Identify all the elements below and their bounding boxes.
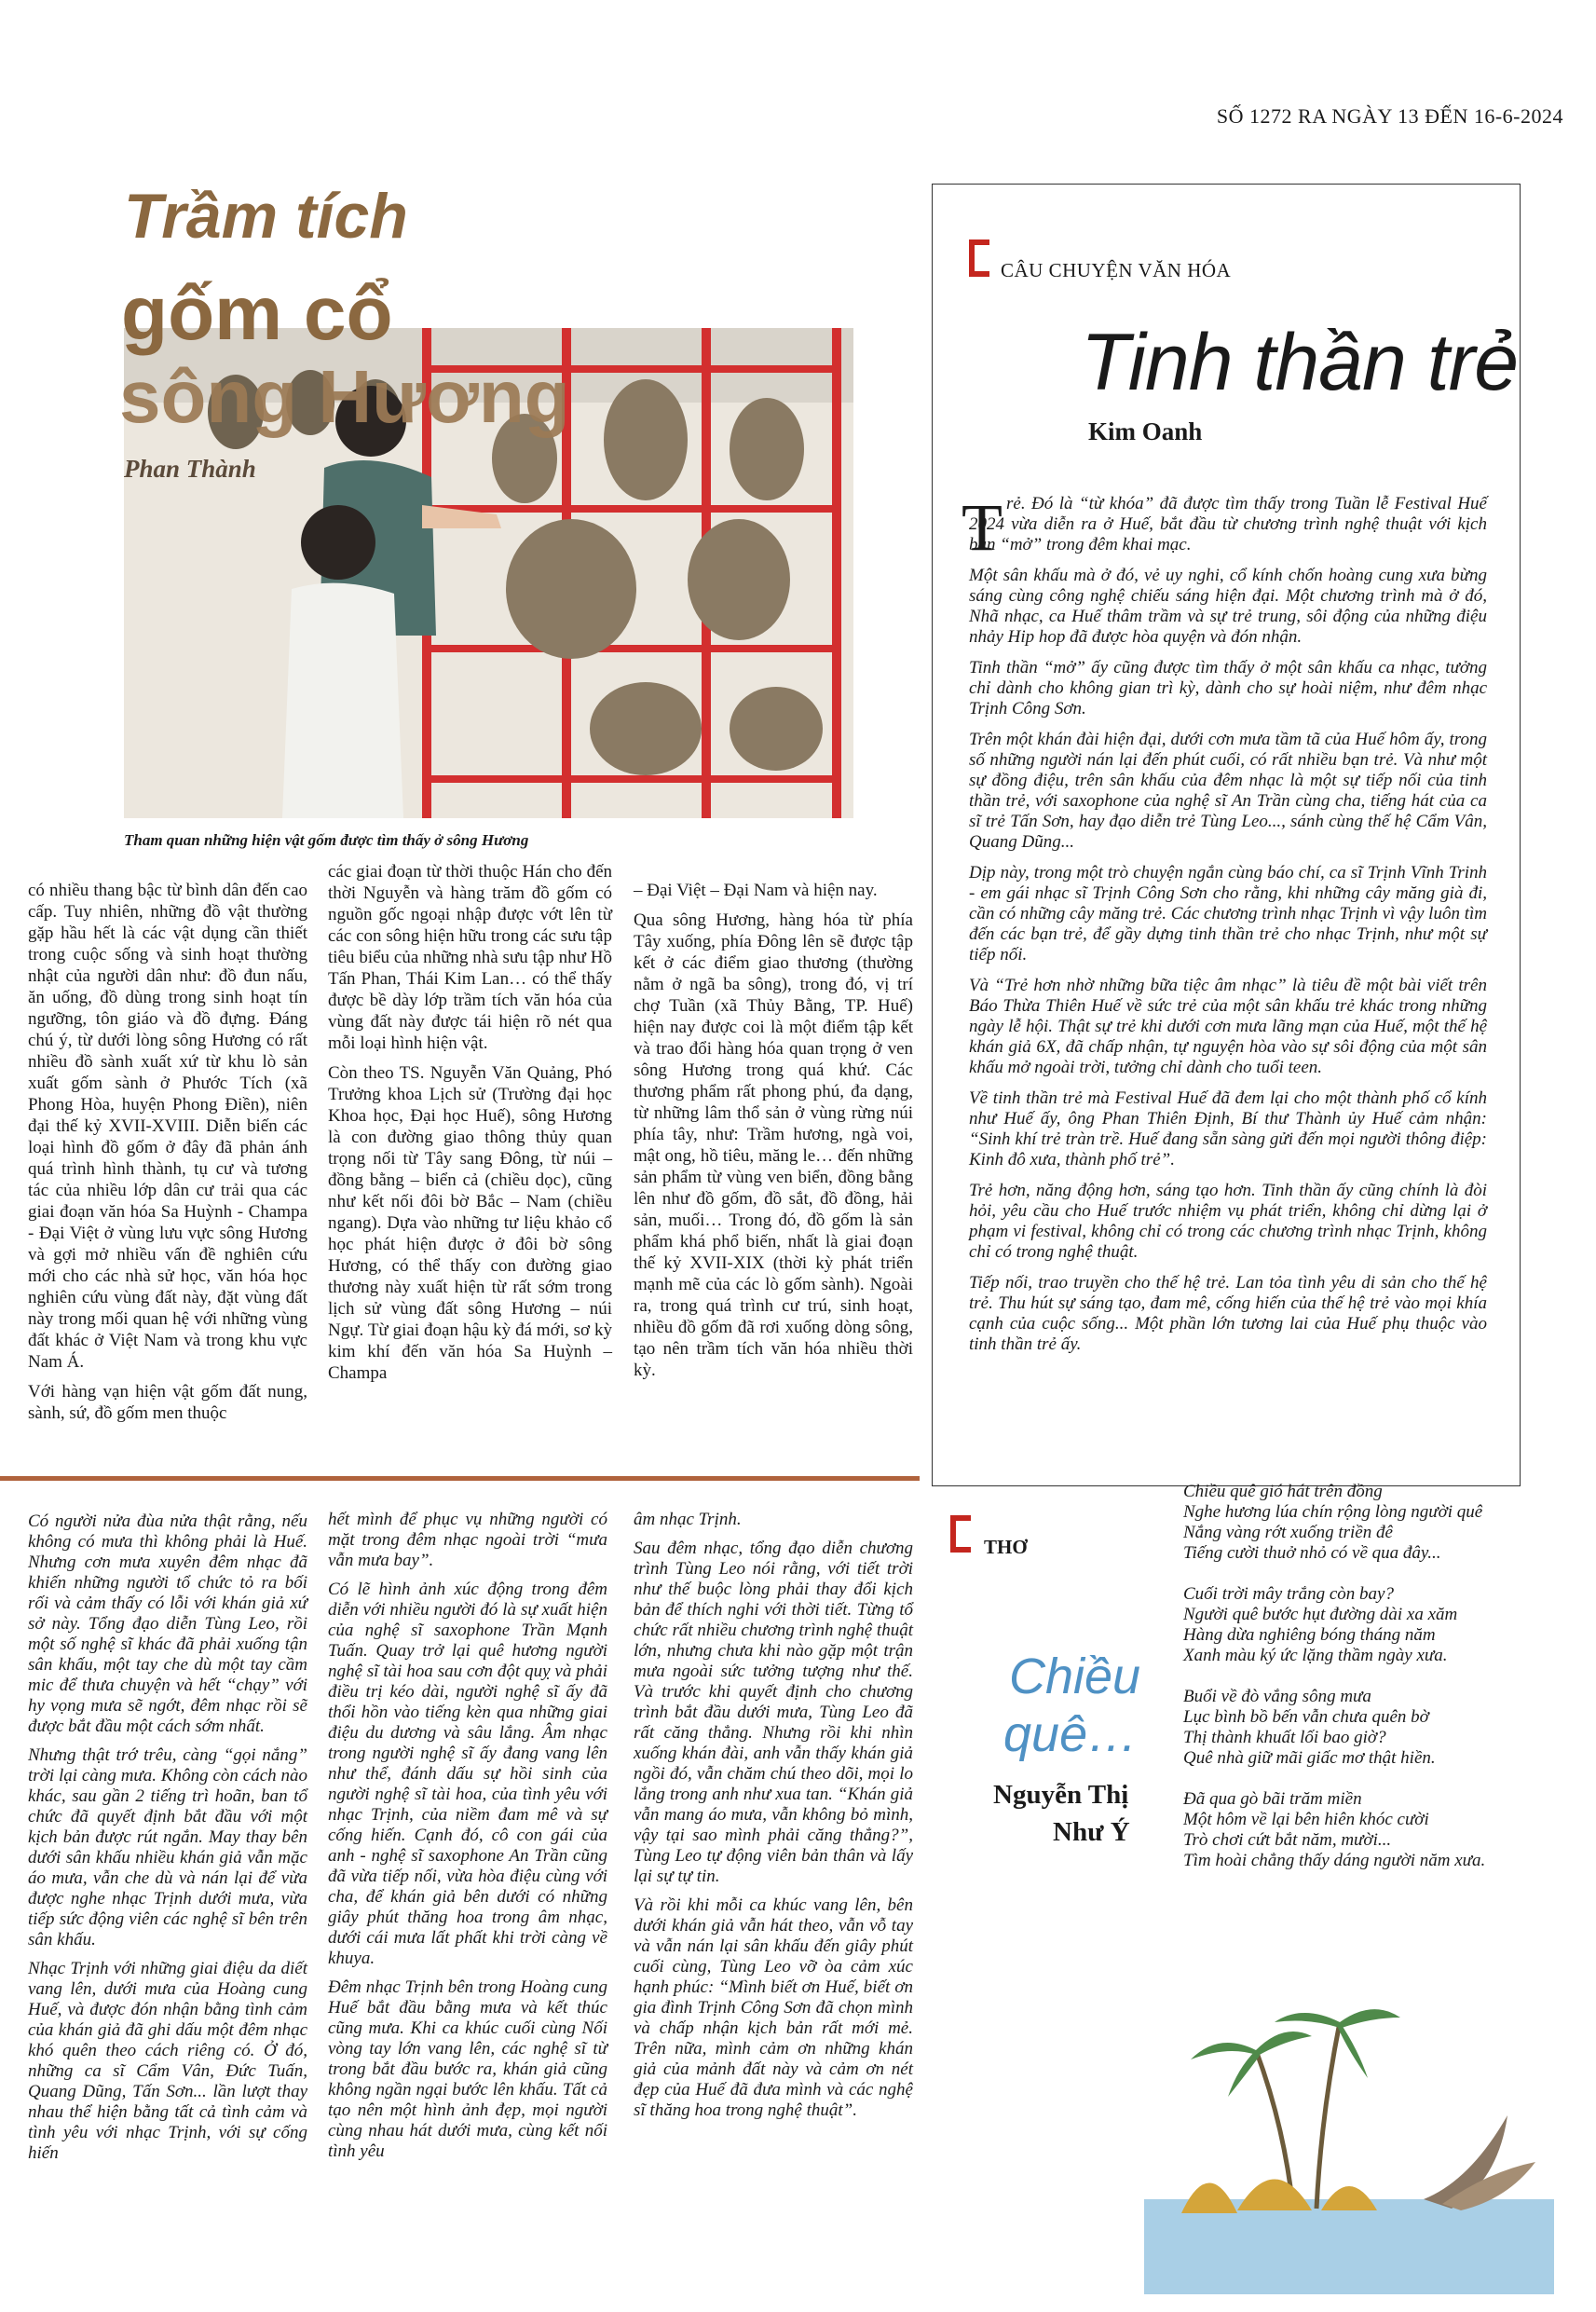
poem-title-line2: quê… — [1003, 1706, 1139, 1762]
paragraph: – Đại Việt – Đại Nam và hiện nay. — [634, 881, 878, 900]
section-divider — [0, 1476, 920, 1481]
feature-title-line3: sông Hương — [119, 355, 570, 438]
verse-line: Trò chơi cứt bắt năm, mười... — [1183, 1830, 1392, 1850]
paragraph: Qua sông Hương, hàng hóa từ phía Tây xuống, phía Đông lên sẽ được tập kết ở các điểm giao thương (thường nằm ở ngã ba sông), trong đó, vị trí chợ Tuần (xã Thủy Bằng, TP. Huế) hiện nay được coi là một điểm tập kết và trao đổi hàng hóa quan trọng ở ven sông Hương trong quá khứ. Các thương phẩm rất phong phú, đa dạng, từ những lâm thổ sản ở vùng rừng núi phía tây, như: Trầm hương, ngà voi, mật ong, hồ tiêu, măng le… đến những sản phẩm từ vùng ven biển, đồng bằng lên như đồ gốm, đồ sắt, đồ đồng, hải sản, muối… Trong đó, đồ gốm là sản phẩm khá phổ biến, nhất là giai đoạn thế kỷ XVII-XIX (thời kỳ phát triển mạnh mẽ của các lò gốm sành). Ngoài ra, trong quá trình cư trú, sinh hoạt, nhiều đồ gốm đã rơi xuống dòng sông, tạo nên trầm tích văn hóa nhiều thời kỳ. — [634, 910, 913, 1380]
paragraph: rẻ. Đó là “từ khóa” đã được tìm thấy trong Tuần lễ Festival Huế 2024 vừa diễn ra ở Huế, bắt đầu từ chương trình nghệ thuật với kịch bản “mở” trong đêm khai mạc. — [969, 494, 1487, 554]
paragraph: Và “Trẻ hơn nhờ những bữa tiệc âm nhạc” là tiêu đề một bài viết trên Báo Thừa Thiên Huế về sức trẻ của một sân khấu trẻ khác trong những ngày lễ hội. Thật sự trẻ khi dưới cơn mưa lãng mạn của Huế, một thế hệ khán giả 6X, đã chấp nhận, tự nguyện hòa vào sự sôi động của một sân khấu mở ngoài trời, tưởng chỉ dành cho tuổi teen. — [969, 976, 1487, 1077]
paragraph: âm nhạc Trịnh. — [634, 1510, 742, 1529]
paragraph: Còn theo TS. Nguyễn Văn Quảng, Phó Trưởng khoa Lịch sử (Trường đại học Khoa học, Đại học Huế), sông Hương là con đường giao thông thủy quan trọng nối từ Tây sang Đông, từ núi – đồng bằng – biển cả (chiều dọc), cũng như kết nối đôi bờ Bắc – Nam (chiều ngang). Dựa vào những tư liệu khảo cổ học phát hiện được ở đôi bờ sông Hương, có thể thấy con đường giao thương này xuất hiện từ rất sớm trong lịch sử vùng đất sông Hương – núi Ngự. Từ giai đoạn hậu kỳ đá mới, sơ kỳ kim khí đến văn hóa Sa Huỳnh – Champa — [328, 1063, 612, 1383]
paragraph: Đêm nhạc Trịnh bên trong Hoàng cung Huế bắt đầu bằng mưa và kết thúc cũng mưa. Khi ca khúc cuối cùng Nối vòng tay lớn vang lên, các nghệ sĩ từ trong bắt đầu bước ra, khán giả cũng không ngần ngại bước lên khấu. Tất cả tạo nên một hình ảnh đẹp, mọi người cùng nhau hát dưới mưa, cùng kết nối tình yêu — [328, 1977, 607, 2161]
feature-column-1 — [28, 880, 307, 1432]
poem-author-line2: Như Ý — [1053, 1817, 1130, 1847]
verse-line: Xanh màu ký ức lặng thầm ngày xưa. — [1183, 1646, 1448, 1665]
paragraph: Trẻ hơn, năng động hơn, sáng tạo hơn. Tinh thần ấy cũng chính là đòi hỏi, yêu cầu cho Huế trước nhiệm vụ phát triển, không chỉ dừng lại ở phạm vi festival, không chỉ có trong các chương trình nhạc Trịnh, không chỉ có trong nghệ thuật. — [969, 1181, 1487, 1262]
verse-line: Hàng dừa nghiêng bóng tháng năm — [1183, 1625, 1436, 1645]
stanza — [1183, 1482, 1556, 1564]
paragraph: Nhạc Trịnh với những giai điệu da diết vang lên, dưới mưa của Hoàng cung Huế, và được đón nhận bằng tình cảm của khán giả đã ghi dấu một đêm nhạc khó quên theo cách riêng có. Ở đó, những ca sĩ Cẩm Vân, Đức Tuấn, Quang Dũng, Tấn Sơn... lần lượt thay nhau thể hiện bằng tất cả tình cảm và tình yêu với nhạc Trịnh, với sự cống hiến — [28, 1959, 307, 2163]
verse-line: Tìm hoài chẳng thấy dáng người năm xưa. — [1183, 1851, 1486, 1870]
verse-line: Nắng vàng rớt xuống triền đê — [1183, 1523, 1393, 1542]
continued-column-2 — [328, 1510, 607, 2170]
poem-author-line1: Nguyễn Thị — [993, 1780, 1129, 1810]
verse-line: Tiếng cười thuở nhỏ có về qua đây... — [1183, 1543, 1441, 1563]
paragraph: Một sân khấu mà ở đó, vẻ uy nghi, cổ kính chốn hoàng cung xưa bừng sáng cùng công nghệ chiếu sáng hiện đại. Một chương trình mà ở đó, Nhã nhạc, ca Huế thâm trầm và sự trẻ trung, sôi động của những điệu nhảy Hip hop đã được hòa quyện và đón nhận. — [969, 566, 1487, 647]
verse-line: Lục bình bồ bến vẫn chưa quên bờ — [1183, 1707, 1429, 1727]
poem-title-line1: Chiều — [1009, 1648, 1141, 1704]
verse-line: Buổi về đò vắng sông mưa — [1183, 1687, 1371, 1706]
culture-title: Tinh thần trẻ — [1081, 318, 1519, 407]
paragraph: Có người nửa đùa nửa thật rằng, nếu không có mưa thì không phải là Huế. Nhưng cơn mưa xuyên đêm nhạc đã khiến những người tổ chức tỏ ra bối rối và cảm thấy có lỗi với khán giả xứ sở này. Tổng đạo diễn Tùng Leo, rồi một số nghệ sĩ khác đã phải xuống tận sân khấu, một tay che dù một tay cầm mic để thưa chuyện và hết “chạy” với hy vọng mưa sẽ ngớt, đêm nhạc rồi sẽ được bắt đầu một cách sớm nhất. — [28, 1512, 307, 1736]
paragraph: Có lẽ hình ảnh xúc động trong đêm diễn với nhiều người đó là sự xuất hiện của nghệ sĩ saxophone Trần Mạnh Tuấn. Quay trở lại quê hương người nghệ sĩ tài hoa sau cơn đột quỵ và phải điều trị kéo dài, người nghệ sĩ ấy đã thổi hồn vào tiếng kèn qua những giai điệu du dương và sâu lắng. Âm nhạc trong người nghệ sĩ ấy đang vang lên như thể, đánh dấu sự hồi sinh của người nghệ sĩ tài hoa, của tình yêu với nhạc Trịnh, của niềm đam mê và sự cống hiến. Cạnh đó, cô con gái của anh - nghệ sĩ saxophone An Trần cũng đã vừa tiếp nối, vừa hòa điệu cùng với cha, để khán giả bên dưới có những giây phút thăng hoa trong âm nhạc, dưới cái mưa lất phất khi trời càng về khuya. — [328, 1580, 607, 1968]
poem-section-label: THƠ — [984, 1536, 1028, 1558]
issue-date: SỐ 1272 RA NGÀY 13 ĐẾN 16-6-2024 — [1216, 104, 1563, 128]
paragraph: Nhưng thật trớ trêu, càng “gọi nắng” trời lại càng mưa. Không còn cách nào khác, sau gần 2 tiếng trì hoãn, ban tổ chức đã quyết định bắt đầu với một kịch bản được rút ngắn. May thay bên dưới sân khấu nhiều khán giả vẫn mặc áo mưa, vẫn che dù và nán lại để vừa được nghe nhạc Trịnh dưới mưa, vừa tiếp sức động viên các nghệ sĩ bên trên sân khấu. — [28, 1745, 307, 1949]
stanza — [1183, 1789, 1556, 1871]
poem-marker-icon — [950, 1515, 971, 1553]
paragraph: các giai đoạn từ thời thuộc Hán cho đến thời Nguyễn và hàng trăm đồ gốm có nguồn gốc ngoại nhập được vớt lên từ các con sông hiện hữu trong các sưu tập tiêu biểu của những nhà sưu tập như Hồ Tấn Phan, Thái Kim Lan… có thể thấy được bề dày lớp trầm tích văn hóa của vùng đất này được tái hiện rõ nét qua mỗi loại hình hiện vật. — [328, 862, 612, 1053]
section-marker-icon — [969, 239, 989, 277]
verse-line: Một hôm về lại bên hiên khóc cười — [1183, 1810, 1429, 1829]
paragraph: Và rồi khi mỗi ca khúc vang lên, bên dưới khán giả vẫn hát theo, vẫn vỗ tay và vẫn nán lại sân khấu đến giây phút cuối cùng, Tùng Leo vỡ òa cảm xúc hạnh phúc: “Mình biết ơn Huế, biết ơn gia đình Trịnh Công Sơn đã chọn mình và chấp nhận kịch bản rất mới mẻ. Trên nữa, mình cảm ơn những khán giả của mảnh đất này và cảm ơn nét đẹp của Huế đã đưa mình và các nghệ sĩ thăng hoa trong nghệ thuật”. — [634, 1895, 913, 2120]
paragraph: Về tinh thần trẻ mà Festival Huế đã đem lại cho một thành phố cổ kính như Huế ấy, ông Phan Thiên Định, Bí thư Thành ủy Huế cảm nhận: “Sinh khí trẻ tràn trề. Huế đang sẵn sàng gửi đến mọi người thông điệp: Kinh đô xưa, thành phố trẻ”. — [969, 1088, 1487, 1170]
stanza — [1183, 1687, 1556, 1769]
verse-line: Người quê bước hụt đường dài xa xăm — [1183, 1605, 1458, 1624]
verse-line: Quê nhà giữ mãi giấc mơ thật hiền. — [1183, 1748, 1436, 1768]
feature-column-3 — [634, 880, 913, 1389]
photo-caption: Tham quan những hiện vật gốm được tìm thấy ở sông Hương — [124, 831, 529, 849]
palm-tree-illustration — [1144, 1966, 1554, 2294]
feature-author: Phan Thành — [124, 455, 256, 483]
paragraph: Dịp này, trong một trò chuyện ngắn cùng báo chí, ca sĩ Trịnh Vĩnh Trinh - em gái nhạc sĩ Trịnh Công Sơn cho rằng, khi những cây măng già đi, cần có những cây măng trẻ. Các chương trình nhạc Trịnh vì vậy luôn tìm đến các bạn trẻ, để gầy dựng tinh thần trẻ cho nhạc Trịnh, như một sự tiếp nối. — [969, 863, 1487, 964]
paragraph: Sau đêm nhạc, tổng đạo diễn chương trình Tùng Leo nói rằng, với tiết trời như thế buộc lòng phải thay đổi kịch bản để thích nghi với thời tiết. Từng tổ chức rất nhiều chương trình nghệ thuật lớn, nhưng chưa khi nào gặp một trận mưa ngoài sức tưởng tượng như thế. Và trước khi quyết định cho chương trình bắt đầu dưới mưa, Tùng Leo đã rất căng thẳng. Nhưng rồi khi nhìn xuống khán đài, anh vẫn thấy khán giả ngồi đó, vẫn chăm chú theo dõi, mọi lo lắng trong anh như xua tan. “Khán giả vẫn mang áo mưa, vẫn không bỏ mình, vậy tại sao mình phải căng thẳng?”, Tùng Leo tự động viên bản thân và lấy lại sự tự tin. — [634, 1539, 913, 1886]
verse-line: Nghe hương lúa chín rộng lòng người quê — [1183, 1502, 1483, 1522]
paragraph: Tinh thần “mở” ấy cũng được tìm thấy ở một sân khấu ca nhạc, tưởng chỉ dành cho không gian trì kỳ, dành cho sự hoài niệm, như đêm nhạc Trịnh Công Sơn. — [969, 658, 1487, 718]
feature-title-line1: Trầm tích — [124, 181, 408, 252]
culture-body — [969, 494, 1487, 1365]
culture-author: Kim Oanh — [1088, 417, 1203, 445]
stanza — [1183, 1584, 1556, 1666]
feature-column-2 — [328, 861, 612, 1392]
verse-line: Chiều quê gió hát trên đồng — [1183, 1482, 1383, 1501]
poem-body — [1183, 1482, 1556, 1892]
paragraph: hết mình để phục vụ những người có mặt trong đêm nhạc ngoài trời “mưa vẫn mưa bay”. — [328, 1510, 607, 1570]
verse-line: Thị thành khuất lối bao giờ? — [1183, 1728, 1386, 1747]
paragraph: có nhiều thang bậc từ bình dân đến cao cấp. Tuy nhiên, những đồ vật thường gặp hầu hết là các vật dụng cần thiết trong cuộc sống và sinh hoạt thường nhật của người dân như: đồ đun nấu, ăn uống, đồ dùng trong sinh hoạt tín ngưỡng, tôn giáo và đồ đựng. Đáng chú ý, từ dưới lòng sông Hương có rất nhiều đồ sành xuất xứ từ khu lò sản xuất gốm sành ở Phước Tích (xã Phong Hòa, huyện Phong Điền), niên đại thế kỷ XVII-XVIII. Diễn biến các loại hình đồ gốm ở đây đã phản ánh quá trình hình thành, tụ cư và tương tác của nhiều lớp dân cư trải qua các giai đoạn văn hóa Sa Huỳnh - Champa - Đại Việt ở vùng lưu vực sông Hương và gợi mở nhiều vấn đề nghiên cứu mới cho các nhà sử học, văn hóa học nghiên cứu vùng đất này, đặt vùng đất này trong mối quan hệ với những vùng đất khác ở Việt Nam và trong khu vực Nam Á. — [28, 881, 307, 1372]
paragraph: Tiếp nối, trao truyền cho thế hệ trẻ. Lan tỏa tình yêu di sản cho thế hệ trẻ. Thu hút sự sáng tạo, đam mê, cống hiến của thế hệ trẻ vào mọi khía cạnh của cuộc sống... Một phần lớn tương lai của Huế phụ thuộc vào tinh thần trẻ ấy. — [969, 1273, 1487, 1354]
continued-column-3 — [634, 1510, 913, 2129]
feature-title-line2: gốm cổ — [121, 271, 393, 356]
verse-line: Cuối trời mây trắng còn bay? — [1183, 1584, 1394, 1604]
paragraph: Trên một khán đài hiện đại, dưới cơn mưa tầm tã của Huế hôm ấy, trong số những người nán lại đến phút cuối, có rất nhiều bạn trẻ. Và như một sự đồng điệu, trên sân khấu của đêm nhạc là một sự tiếp nối của tinh thần trẻ, với saxophone của nghệ sĩ An Trần cùng cha, tiếng hát của ca sĩ trẻ Tấn Sơn, hay đạo diễn trẻ Tùng Leo..., sánh cùng thế hệ Cẩm Vân, Quang Dũng... — [969, 730, 1487, 852]
continued-column-1 — [28, 1512, 307, 2172]
paragraph: Với hàng vạn hiện vật gốm đất nung, sành, sứ, đồ gốm men thuộc — [28, 1382, 307, 1423]
drop-cap: T — [962, 490, 1003, 565]
verse-line: Đã qua gò bãi trăm miền — [1183, 1789, 1362, 1809]
culture-section-label: CÂU CHUYỆN VĂN HÓA — [1001, 259, 1232, 281]
